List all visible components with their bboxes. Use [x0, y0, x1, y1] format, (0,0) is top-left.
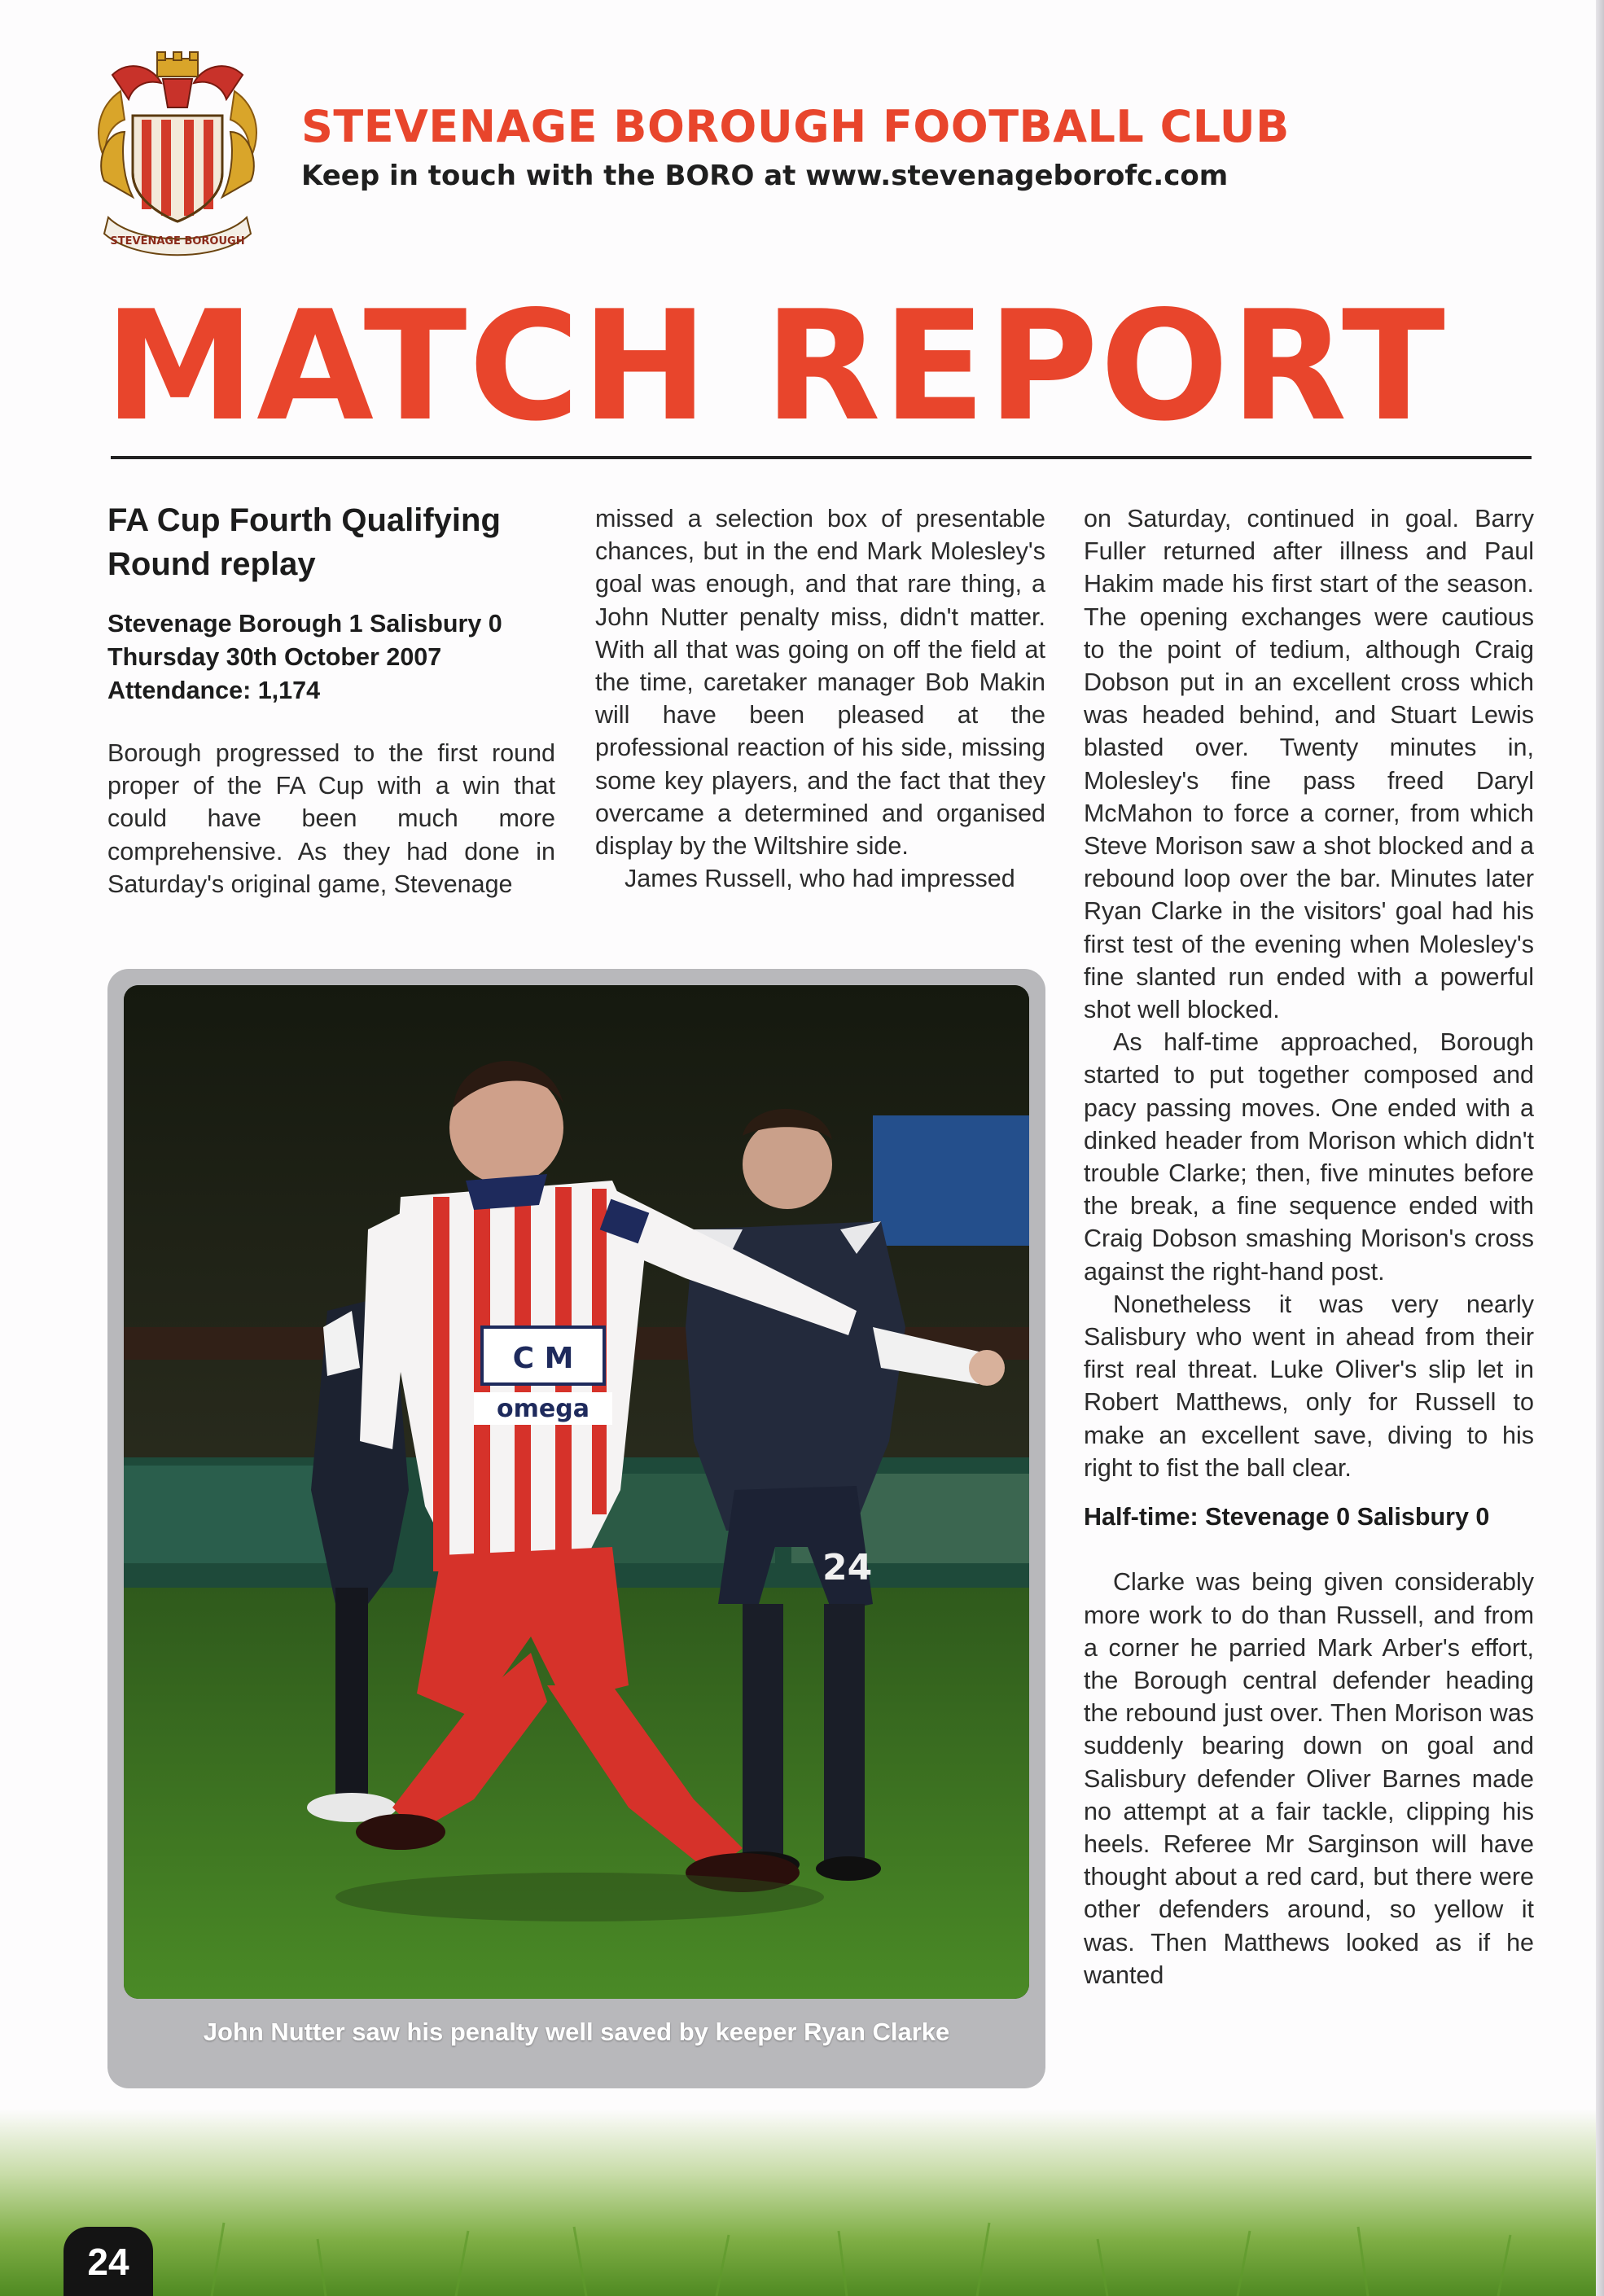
- match-photo-image: [124, 985, 1029, 1999]
- article-paragraph: on Saturday, continued in goal. Barry Fuller returned after illness and Paul Hakim made his first start of the season. The opening exchanges were cautious to the point of tedium, although Craig Dobson put in an excellent cross which was headed behind, and Stuart Lewis blasted over. Twenty minutes in, Molesley's fine pass freed Daryl McMahon to force a corner, from which Steve Morison saw a shot blocked and a rebound loop over the bar. Minutes later Ryan Clarke in the visitors' goal had his first test of the evening when Molesley's fine slanted run ended with a powerful shot well blocked.: [1084, 505, 1534, 1024]
- match-meta: [107, 607, 555, 708]
- title-divider: [111, 456, 1532, 459]
- svg-text:C M: C M: [512, 1342, 574, 1375]
- website-tagline: Keep in touch with the BORO at www.stevenageborofc.com: [301, 160, 1229, 192]
- club-name: STEVENAGE BOROUGH FOOTBALL CLUB: [301, 101, 1290, 152]
- photo-caption: John Nutter saw his penalty well saved by keeper Ryan Clarke: [203, 2018, 950, 2046]
- page-number: 24: [87, 2241, 129, 2283]
- report-heading: FA Cup Fourth Qualifying Round replay: [107, 502, 501, 582]
- article-column-2: [595, 502, 1045, 895]
- attendance-line: Attendance: 1,174: [107, 677, 321, 704]
- match-photo: [124, 985, 1029, 1999]
- page-title: MATCH REPORT: [104, 278, 1447, 454]
- article-paragraph: James Russell, who had impressed: [625, 865, 1015, 893]
- date-line: Thursday 30th October 2007: [107, 643, 442, 671]
- svg-text:omega: omega: [497, 1395, 589, 1423]
- article-column-1: [107, 498, 555, 900]
- photo-frame: [107, 969, 1045, 2088]
- article-paragraph: missed a selection box of presentable chances, but in the end Mark Molesley's goal was enough, and that rare thing, a John Nutter penalty miss, didn't matter. With all that was going on off the field at the time, caretaker manager Bob Makin will have been pleased at the professional reaction of his side, missing some key players, and the fact that they overcame a determined and organised display by the Wiltshire side.: [595, 505, 1045, 861]
- svg-text:STEVENAGE BOROUGH: STEVENAGE BOROUGH: [110, 235, 245, 248]
- article-paragraph: As half-time approached, Borough started to put together composed and pacy passing moves. One ended with a dinked header from Morison which didn't trouble Clarke; then, five minutes before the break, a fine sequence ended with Craig Dobson smashing Morison's cross against the right-hand post.: [1084, 1028, 1534, 1286]
- article-column-3: [1084, 502, 1534, 1991]
- grass-footer-graphic: [0, 2109, 1596, 2296]
- article-paragraph: Borough progressed to the first round proper of the FA Cup with a win that could have been much more comprehensive. As they had done in Saturday's original game, Stevenage: [107, 739, 555, 898]
- page-number-tab: [64, 2227, 153, 2296]
- article-paragraph: Clarke was being given considerably more work to do than Russell, and from a corner he parried Mark Arber's effort, the Borough central defender heading the rebound just over. Then Morison was suddenly bearing down on goal and Salisbury defender Oliver Barnes made no attempt at a fair tackle, clipping his heels. Referee Mr Sarginson will have thought about a red card, but there were other defenders around, so yellow it was. Then Matthews looked as if he wanted: [1084, 1568, 1534, 1989]
- page-edge-shadow: [1596, 0, 1604, 2296]
- article-paragraph: Nonetheless it was very nearly Salisbury who went in ahead from their first real threat. Luke Oliver's slip let in Robert Matthews, only for Russell to make an excellent save, diving to his right to fist the ball clear.: [1084, 1290, 1534, 1482]
- svg-text:24: 24: [822, 1547, 873, 1588]
- club-crest-icon: [88, 42, 267, 262]
- score-line: Stevenage Borough 1 Salisbury 0: [107, 610, 502, 638]
- halftime-score: Half-time: Stevenage 0 Salisbury 0: [1084, 1503, 1490, 1531]
